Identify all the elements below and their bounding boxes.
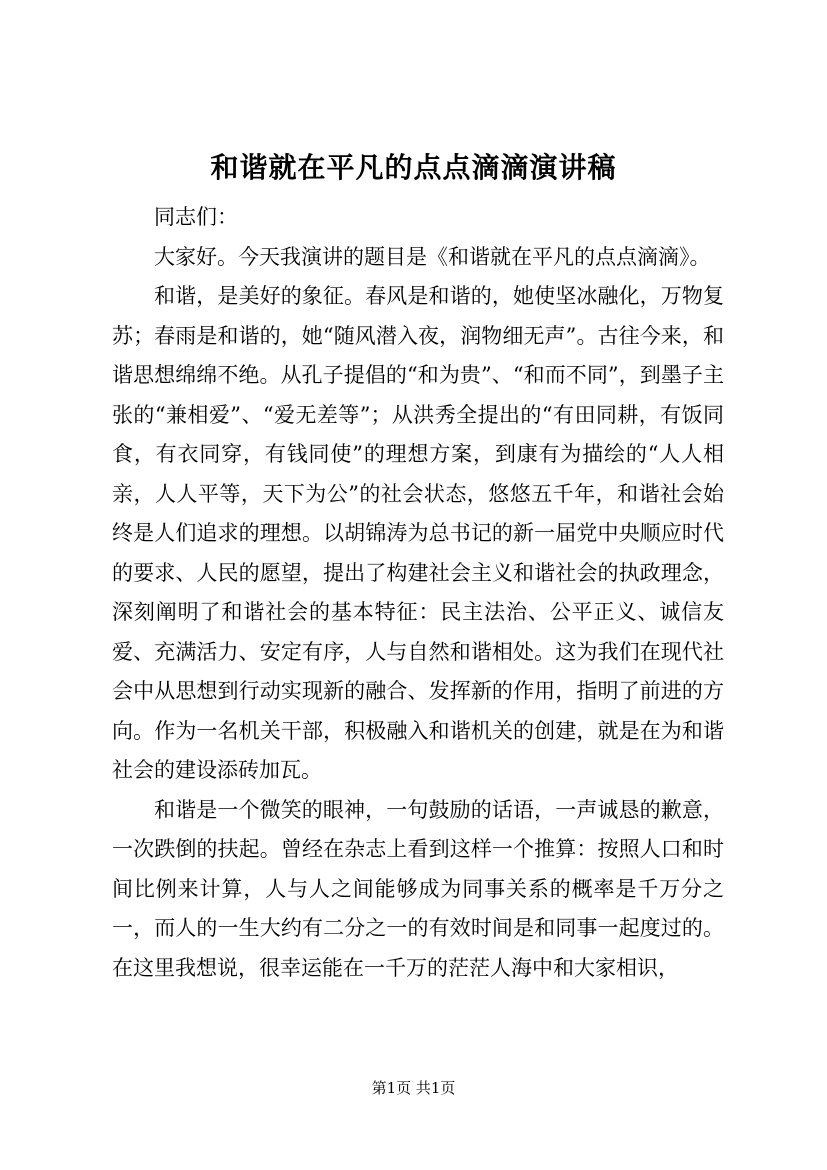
- paragraph-intro: 大家好。今天我演讲的题目是《和谐就在平凡的点点滴滴》。: [154, 244, 711, 269]
- document-body: [112, 198, 724, 988]
- document-title: 和谐就在平凡的点点滴滴演讲稿: [210, 151, 617, 184]
- greeting-line: 同志们：: [154, 205, 238, 229]
- paragraph-harmony-everyday: 和谐是一个微笑的眼神，一句鼓励的话语，一声诚恳的歉意，一次跌倒的扶起。曾经在杂志上看到这样一个推算：按照人口和时间比例来计算，人与人之间能够成为同事关系的概率是千万分之一，而人的一生大约有二分之一的有效时间是和同事一起度过的。在这里我想说，很幸运能在一千万的茫茫人海中和大家相识，: [112, 797, 724, 980]
- paragraph-harmony-history: 和谐，是美好的象征。春风是和谐的，她使坚冰融化，万物复苏；春雨是和谐的，她“随风潜入夜，润物细无声”。古往今来，和谐思想绵绵不绝。从孔子提倡的“和为贵”、“和而不同”，到墨子主张的“兼相爱”、“爱无差等”；从洪秀全提出的“有田同耕，有饭同食，有衣同穿，有钱同使”的理想方案，到康有为描绘的“人人相亲，人人平等，天下为公”的社会状态，悠悠五千年，和谐社会始终是人们追求的理想。以胡锦涛为总书记的新一届党中央顺应时代的要求、人民的愿望，提出了构建社会主义和谐社会的执政理念，深刻阐明了和谐社会的基本特征：民主法治、公平正义、诚信友爱、充满活力、安定有序，人与自然和谐相处。这为我们在现代社会中从思想到行动实现新的融合、发挥新的作用，指明了前进的方向。作为一名机关干部，积极融入和谐机关的创建，就是在为和谐社会的建设添砖加瓦。: [112, 284, 724, 782]
- page-number-footer: 第1页 共1页: [371, 1079, 456, 1097]
